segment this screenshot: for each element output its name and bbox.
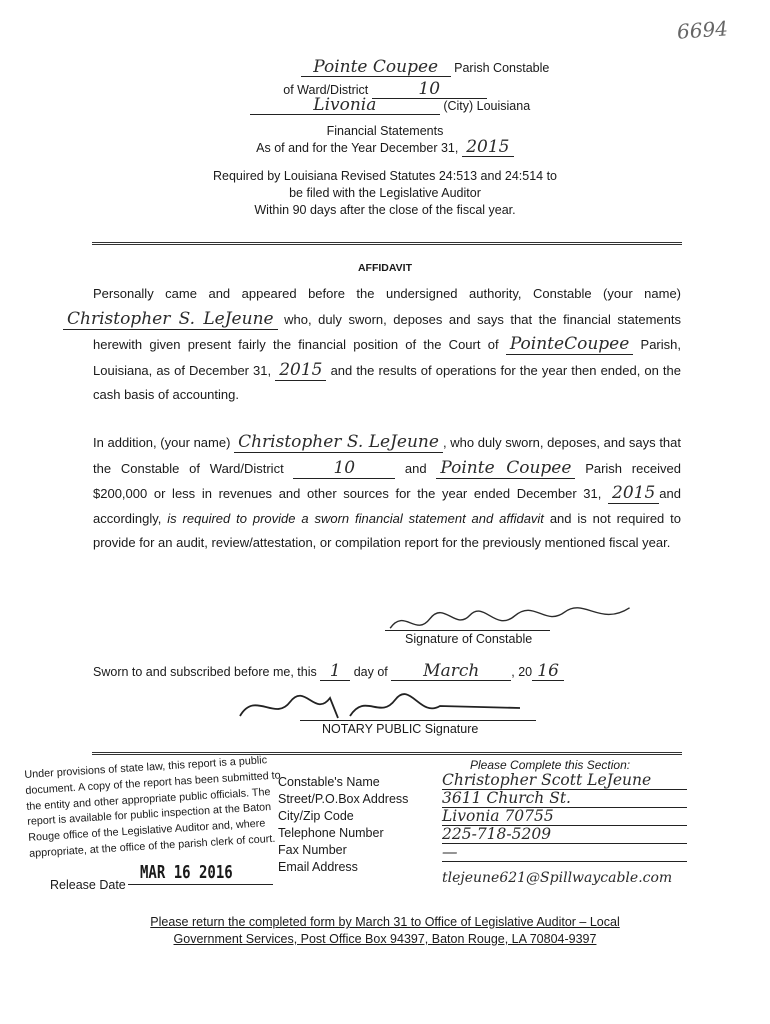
label-constable-name: Constable's Name <box>278 775 380 789</box>
p1-text-a: Personally came and appeared before the undersigned authority, Constable (your name) <box>93 286 681 301</box>
constable-signature-line <box>385 630 550 631</box>
corner-number: 6694 <box>676 16 729 44</box>
header-line1: Financial Statements <box>326 124 444 138</box>
year-handwritten: 2015 <box>462 138 514 157</box>
sworn-line <box>93 662 693 681</box>
p1-text-d: and the results of operations for the year then ended, on the cash basis of accounting. <box>93 362 681 403</box>
p1-name-handwritten: Christopher S. LeJeune <box>63 309 278 330</box>
sworn-text-b: day of <box>353 665 388 679</box>
value-email: tlejeune621@Spillwaycable.com <box>442 870 673 886</box>
p1-year-handwritten: 2015 <box>275 360 326 381</box>
p2-year-handwritten: 2015 <box>608 483 659 504</box>
divider-bottom <box>92 752 682 755</box>
p2-text-e: and accordingly, <box>93 486 681 526</box>
constable-signature-label: Signature of Constable <box>405 632 533 646</box>
p1-text-b: who, duly sworn, deposes and says that the financial statements herewith given present fairly the financial position of the Court of <box>93 311 681 353</box>
label-city-zip: City/Zip Code <box>278 809 354 823</box>
label-street-address: Street/P.O.Box Address <box>278 792 409 806</box>
p1-text-c: Parish, Louisiana, as of December 31, <box>93 337 681 378</box>
p2-text-b: , who duly sworn, deposes, and says that the Constable of Ward/District <box>93 435 682 476</box>
contact-values <box>442 772 742 887</box>
p2-italic-text: is required to provide a sworn financial statement and affidavit <box>167 510 544 526</box>
parish-label: Parish Constable <box>454 61 550 75</box>
release-date-label: Release Date <box>50 878 126 892</box>
affidavit-paragraph-2 <box>93 430 681 556</box>
value-constable-name: Christopher Scott LeJeune <box>442 772 687 790</box>
header-line4: be filed with the Legislative Auditor <box>289 186 481 200</box>
header-line2: As of and for the Year December 31, <box>256 141 459 155</box>
p2-text-f: and is not required to provide for an audit, review/attestation, or compilation report for the previously mentioned fiscal year. <box>93 510 682 551</box>
value-street-address: 3611 Church St. <box>442 790 687 808</box>
release-date-line <box>128 884 273 885</box>
sworn-day-handwritten: 1 <box>320 662 350 681</box>
release-date-stamp <box>140 864 233 882</box>
value-city-zip: Livonia 70755 <box>442 808 687 826</box>
sworn-month-handwritten: March <box>391 662 511 681</box>
sworn-text-a: Sworn to and subscribed before me, this <box>93 665 317 679</box>
header-parish-line <box>0 58 770 77</box>
p2-name-handwritten: Christopher S. LeJeune <box>234 432 443 453</box>
value-telephone: 225-718-5209 <box>442 826 687 844</box>
divider-top <box>92 242 682 245</box>
header-line3: Required by Louisiana Revised Statutes 24:513 and 24:514 to <box>213 169 557 183</box>
p2-text-c: and <box>404 460 427 476</box>
p1-parish-handwritten: PointeCoupee <box>506 334 633 355</box>
p2-parish-handwritten: Pointe Coupee <box>436 458 575 479</box>
value-fax: — <box>442 844 687 862</box>
contact-labels <box>278 774 438 876</box>
label-email: Email Address <box>278 860 358 874</box>
ward-label: of Ward/District <box>283 83 369 97</box>
label-fax: Fax Number <box>278 843 347 857</box>
header-city-line <box>0 96 770 115</box>
notary-signature-line <box>300 720 536 721</box>
affidavit-paragraph-1 <box>67 282 681 408</box>
city-label: (City) Louisiana <box>443 99 531 113</box>
label-telephone: Telephone Number <box>278 826 384 840</box>
parish-handwritten: Pointe Coupee <box>301 58 451 77</box>
public-document-notice: Under provisions of state law, this report is a public document. A copy of the report has been submitted to the entity and other appropriate public officials. The report is available for public inspection at the Baton Rouge office of the Legislative Auditor and, where appropriate, at the office of the parish clerk of court. <box>24 754 281 860</box>
header-line5: Within 90 days after the close of the fiscal year. <box>254 203 516 217</box>
p2-text-a: In addition, (your name) <box>93 435 231 450</box>
p2-text-d: Parish received $200,000 or less in revenues and other sources for the year ended December 31, <box>93 460 681 502</box>
sworn-text-c: , 20 <box>511 665 533 679</box>
affidavit-title: AFFIDAVIT <box>357 262 413 274</box>
contact-section-heading: Please Complete this Section: <box>470 758 631 772</box>
notary-signature-label: NOTARY PUBLIC Signature <box>322 722 479 736</box>
ward-handwritten: 10 <box>372 80 487 99</box>
header-year-line <box>0 138 770 157</box>
p2-ward-handwritten: 10 <box>293 458 395 479</box>
notary-signature-icon <box>230 688 530 724</box>
footer-line1: Please return the completed form by March 31 to Office of Legislative Auditor – Local <box>150 915 620 929</box>
city-handwritten: Livonia <box>250 96 440 115</box>
footer-line2: Government Services, Post Office Box 94397, Baton Rouge, LA 70804-9397 <box>173 932 597 946</box>
release-stamp-text: MAR 16 2016 <box>140 863 233 883</box>
sworn-year-handwritten: 16 <box>532 662 564 681</box>
